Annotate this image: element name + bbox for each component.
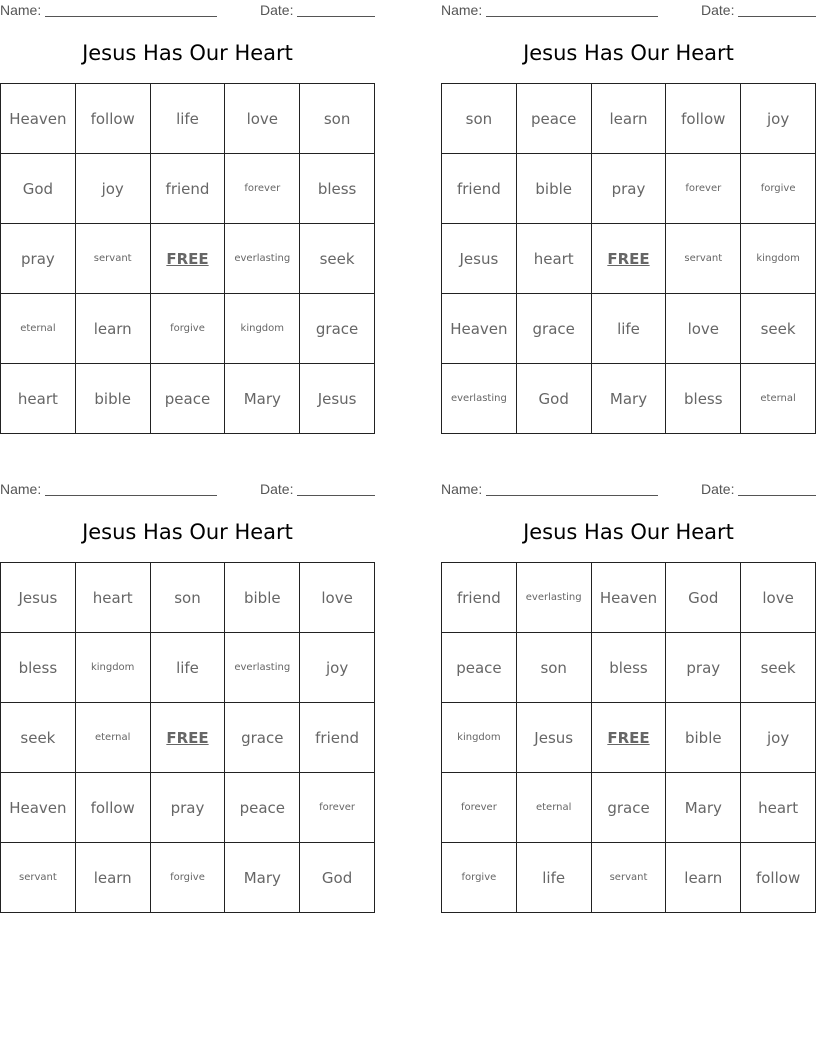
bingo-cell: life <box>592 294 667 364</box>
bingo-grid <box>0 562 375 913</box>
bingo-cell: forever <box>300 773 375 843</box>
bingo-cell: seek <box>741 633 816 703</box>
bingo-cell: bible <box>666 703 741 773</box>
bingo-cell: son <box>442 84 517 154</box>
name-label: Name: <box>441 2 483 18</box>
bingo-cell: bible <box>225 563 300 633</box>
bingo-cell: follow <box>76 773 151 843</box>
bingo-cell: bible <box>76 364 151 434</box>
bingo-cell: kingdom <box>442 703 517 773</box>
card-title: Jesus Has Our Heart <box>82 520 293 544</box>
bingo-cell: bless <box>300 154 375 224</box>
bingo-cell: joy <box>76 154 151 224</box>
bingo-card <box>441 0 816 408</box>
bingo-cell: pray <box>666 633 741 703</box>
bingo-cell: love <box>666 294 741 364</box>
bingo-cell: eternal <box>1 294 76 364</box>
bingo-card <box>0 479 375 887</box>
free-space-cell: FREE <box>151 703 226 773</box>
date-blank-line <box>738 16 816 17</box>
bingo-cell: life <box>517 843 592 913</box>
bingo-cell: bless <box>666 364 741 434</box>
bingo-card <box>0 0 375 408</box>
bingo-cell: everlasting <box>225 633 300 703</box>
bingo-cell: Heaven <box>442 294 517 364</box>
bingo-cell: servant <box>592 843 667 913</box>
name-label: Name: <box>0 481 42 497</box>
date-blank-line <box>297 495 375 496</box>
bingo-cell: peace <box>442 633 517 703</box>
bingo-cell: servant <box>1 843 76 913</box>
name-blank-line <box>486 16 658 17</box>
bingo-cell: Heaven <box>1 773 76 843</box>
bingo-cell: Heaven <box>592 563 667 633</box>
bingo-cell: forgive <box>151 843 226 913</box>
date-label: Date: <box>260 2 294 18</box>
bingo-cell: follow <box>741 843 816 913</box>
bingo-cell: heart <box>1 364 76 434</box>
card-title: Jesus Has Our Heart <box>523 520 734 544</box>
card-header <box>0 0 375 22</box>
bingo-cell: Jesus <box>442 224 517 294</box>
free-space-cell: FREE <box>151 224 226 294</box>
bingo-cell: Mary <box>592 364 667 434</box>
name-label: Name: <box>441 481 483 497</box>
bingo-cell: Jesus <box>517 703 592 773</box>
bingo-cell: forever <box>442 773 517 843</box>
bingo-cell: Jesus <box>1 563 76 633</box>
bingo-cell: learn <box>76 294 151 364</box>
bingo-cell: kingdom <box>225 294 300 364</box>
name-blank-line <box>486 495 658 496</box>
bingo-cell: son <box>517 633 592 703</box>
bingo-cell: God <box>517 364 592 434</box>
bingo-cell: Mary <box>225 364 300 434</box>
bingo-cell: peace <box>517 84 592 154</box>
bingo-cell: bible <box>517 154 592 224</box>
bingo-cell: son <box>151 563 226 633</box>
card-title: Jesus Has Our Heart <box>82 41 293 65</box>
bingo-cell: eternal <box>76 703 151 773</box>
bingo-cell: joy <box>741 84 816 154</box>
bingo-cell: heart <box>517 224 592 294</box>
name-label: Name: <box>0 2 42 18</box>
bingo-cell: learn <box>76 843 151 913</box>
bingo-cell: kingdom <box>76 633 151 703</box>
bingo-cell: everlasting <box>442 364 517 434</box>
bingo-cell: peace <box>225 773 300 843</box>
card-header <box>441 0 816 22</box>
card-header <box>0 479 375 501</box>
bingo-cell: forgive <box>151 294 226 364</box>
bingo-cell: forgive <box>741 154 816 224</box>
bingo-cell: peace <box>151 364 226 434</box>
bingo-cell: pray <box>1 224 76 294</box>
bingo-cell: everlasting <box>225 224 300 294</box>
bingo-cell: God <box>1 154 76 224</box>
bingo-cell: Heaven <box>1 84 76 154</box>
bingo-cell: pray <box>151 773 226 843</box>
bingo-cell: Mary <box>225 843 300 913</box>
bingo-card <box>441 479 816 887</box>
free-space-cell: FREE <box>592 224 667 294</box>
bingo-grid <box>0 83 375 434</box>
bingo-cell: seek <box>300 224 375 294</box>
bingo-cell: follow <box>76 84 151 154</box>
bingo-cell: pray <box>592 154 667 224</box>
date-label: Date: <box>701 481 735 497</box>
bingo-cell: heart <box>76 563 151 633</box>
bingo-cell: God <box>666 563 741 633</box>
bingo-cell: eternal <box>741 364 816 434</box>
bingo-cell: love <box>300 563 375 633</box>
bingo-grid <box>441 83 816 434</box>
bingo-cell: God <box>300 843 375 913</box>
bingo-cell: bless <box>1 633 76 703</box>
bingo-cell: friend <box>442 563 517 633</box>
bingo-cell: forgive <box>442 843 517 913</box>
bingo-cell: grace <box>517 294 592 364</box>
bingo-cell: kingdom <box>741 224 816 294</box>
date-label: Date: <box>260 481 294 497</box>
bingo-cell: heart <box>741 773 816 843</box>
bingo-cell: everlasting <box>517 563 592 633</box>
bingo-cell: learn <box>592 84 667 154</box>
bingo-cell: friend <box>151 154 226 224</box>
bingo-cell: joy <box>741 703 816 773</box>
card-title: Jesus Has Our Heart <box>523 41 734 65</box>
bingo-cell: son <box>300 84 375 154</box>
bingo-cell: Mary <box>666 773 741 843</box>
bingo-cell: friend <box>442 154 517 224</box>
bingo-cell: bless <box>592 633 667 703</box>
bingo-cell: life <box>151 84 226 154</box>
bingo-cell: forever <box>666 154 741 224</box>
card-header <box>441 479 816 501</box>
bingo-cell: eternal <box>517 773 592 843</box>
bingo-cell: grace <box>592 773 667 843</box>
bingo-cell: love <box>225 84 300 154</box>
free-space-cell: FREE <box>592 703 667 773</box>
bingo-grid <box>441 562 816 913</box>
name-blank-line <box>45 495 217 496</box>
date-blank-line <box>738 495 816 496</box>
bingo-cell: seek <box>1 703 76 773</box>
date-label: Date: <box>701 2 735 18</box>
name-blank-line <box>45 16 217 17</box>
bingo-cell: forever <box>225 154 300 224</box>
bingo-cell: friend <box>300 703 375 773</box>
bingo-cell: Jesus <box>300 364 375 434</box>
bingo-cell: love <box>741 563 816 633</box>
bingo-cell: life <box>151 633 226 703</box>
bingo-cell: grace <box>225 703 300 773</box>
bingo-cell: follow <box>666 84 741 154</box>
bingo-cell: seek <box>741 294 816 364</box>
bingo-cell: joy <box>300 633 375 703</box>
bingo-cell: learn <box>666 843 741 913</box>
bingo-cell: grace <box>300 294 375 364</box>
date-blank-line <box>297 16 375 17</box>
bingo-cell: servant <box>666 224 741 294</box>
bingo-cell: servant <box>76 224 151 294</box>
